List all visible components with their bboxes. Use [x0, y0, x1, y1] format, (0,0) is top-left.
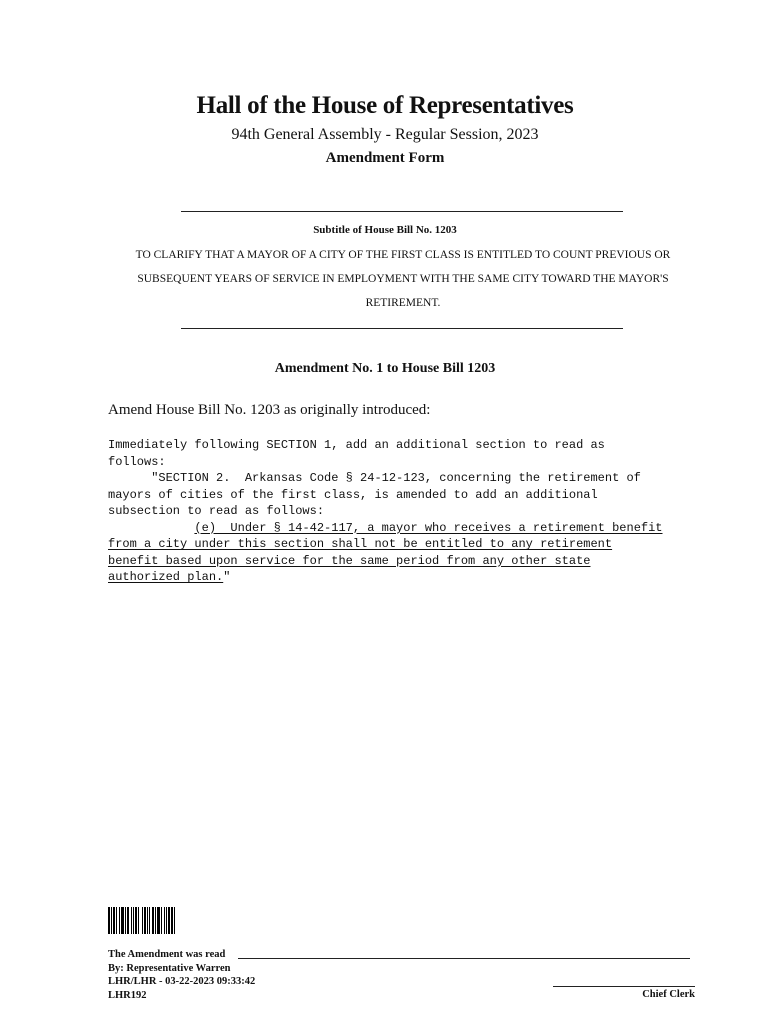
amendment-heading: Amendment No. 1 to House Bill 1203: [274, 361, 496, 376]
document-id: LHR192: [108, 989, 147, 1001]
amendment-body: [108, 437, 708, 586]
amendment-read-label: The Amendment was read: [108, 949, 226, 960]
amendment-body-text: Immediately following SECTION 1, add an additional section to read as follows: "SECTION 2. Arkansas Code § 24-12-123, concerning the retirement of mayors of cities of the first class, is amended to add an additional subsection to read as follows:: [108, 438, 641, 518]
amendment-intro: Amend House Bill No. 1203 as originally introduced:: [108, 402, 431, 418]
amendment-close-quote: ": [223, 570, 231, 584]
amendment-inserted-text: (e) Under § 14-42-117, a mayor who receives a retirement benefit from a city under this section shall not be entitled to any retirement benefit based upon service for the same period from any other state authorized plan.: [108, 520, 663, 584]
barcode-bar: [175, 907, 178, 934]
representative-line: By: Representative Warren: [108, 962, 231, 974]
chief-clerk-label: Chief Clerk: [642, 988, 695, 1000]
chief-clerk-signature-line: [553, 986, 695, 987]
document-code: LHR/LHR - 03-22-2023 09:33:42: [108, 976, 256, 987]
subtitle-heading: Subtitle of House Bill No. 1203: [313, 224, 457, 236]
barcode-image: [108, 907, 200, 934]
divider-top: [181, 211, 623, 212]
divider-bottom: [181, 328, 623, 329]
form-name: Amendment Form: [325, 150, 445, 166]
subtitle-text: TO CLARIFY THAT A MAYOR OF A CITY OF THE FIRST CLASS IS ENTITLED TO COUNT PREVIOUS OR SUBSEQUENT YEARS OF SERVICE IN EMPLOYMENT WITH THE SAME CITY TOWARD THE MAYOR'S RETIREMENT.: [135, 249, 671, 309]
amendment-read-line: [238, 958, 690, 959]
document-title: Hall of the House of Representatives: [196, 92, 574, 119]
session-line: 94th General Assembly - Regular Session, 2023: [231, 126, 539, 143]
